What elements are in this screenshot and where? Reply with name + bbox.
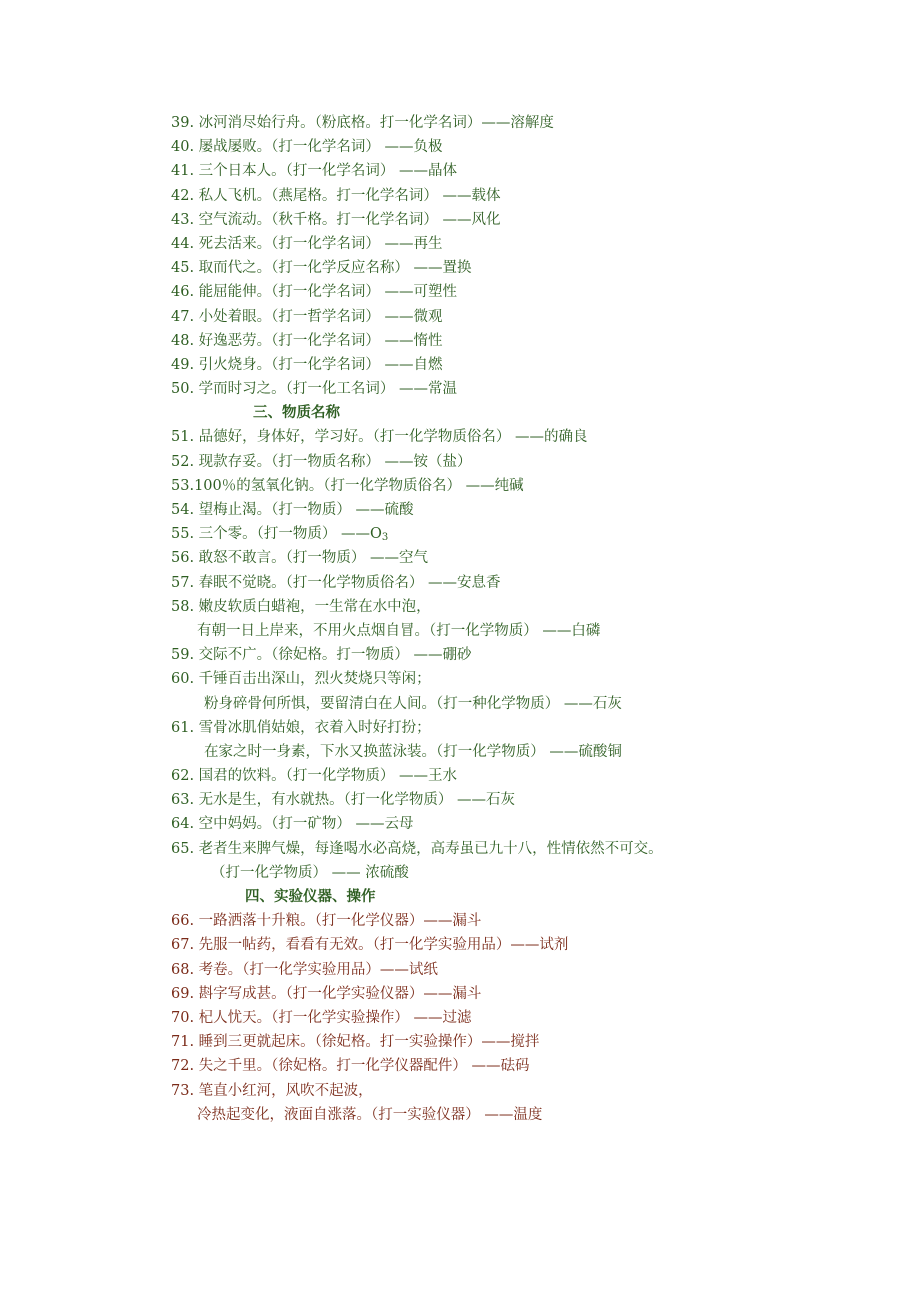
riddle-number: 46. (171, 284, 195, 301)
riddle-45 (171, 256, 900, 280)
riddle-text: 取而代之。（打一化学反应名称） ——置换 (198, 260, 472, 277)
riddle-66 (171, 909, 900, 933)
riddle-text: 现款存妥。（打一物质名称） ——铵（盐） (198, 453, 472, 470)
riddle-41 (171, 159, 900, 183)
riddle-number: 54. (171, 502, 195, 518)
riddle-text: 先服一帖药，看看有无效。（打一化学实验用品）——试剂 (198, 937, 569, 954)
riddle-46 (171, 280, 900, 304)
riddle-58-continuation: 有朝一日上岸来，不用火点烟自冒。（打一化学物质） ——白磷 (197, 622, 601, 639)
riddle-text: 空中妈妈。（打一矿物） ——云母 (198, 816, 414, 833)
riddle-48 (171, 329, 900, 353)
riddle-number: 69. (171, 985, 195, 1002)
riddle-62 (171, 764, 900, 788)
riddle-55 (171, 522, 900, 546)
riddle-text: 三个日本人。（打一化学名词） ——晶体 (198, 163, 458, 180)
riddle-63 (171, 788, 900, 812)
riddle-number: 40. (171, 139, 195, 156)
riddle-number: 72. (171, 1058, 195, 1075)
riddle-text: 100％的氢氧化钠。（打一化学物质俗名） ——纯碱 (194, 477, 524, 494)
riddle-number: 56. (171, 550, 195, 567)
riddle-61 (171, 716, 900, 740)
riddle-number: 44. (171, 235, 195, 252)
riddle-39 (171, 111, 900, 135)
riddle-text: 望梅止渴。（打一物质） ——硫酸 (198, 502, 414, 518)
riddle-text: 千锤百击出深山，烈火焚烧只等闲； (198, 671, 431, 688)
riddle-65-continuation: （打一化学物质） —— 浓硫酸 (211, 864, 409, 881)
riddle-text: 冰河消尽始行舟。（粉底格。打一化学名词）——溶解度 (198, 115, 554, 131)
riddle-number: 45. (171, 260, 195, 277)
riddle-61-continuation: 在家之时一身素，下水又换蓝泳装。（打一化学物质） ——硫酸铜 (204, 743, 622, 760)
riddle-57 (171, 571, 900, 595)
riddle-list (171, 111, 900, 1127)
riddle-number: 42. (171, 187, 195, 204)
riddle-53 (171, 474, 900, 498)
subscript: 3 (381, 532, 389, 544)
riddle-56 (171, 546, 900, 570)
riddle-number: 58. (171, 598, 195, 615)
riddle-58 (171, 595, 900, 619)
riddle-50 (171, 377, 900, 401)
riddle-64 (171, 812, 900, 836)
riddle-68 (171, 958, 900, 982)
riddle-70 (171, 1006, 900, 1030)
riddle-number: 64. (171, 816, 195, 833)
riddle-42 (171, 184, 900, 208)
riddle-number: 66. (171, 913, 195, 930)
riddle-number: 53. (171, 477, 195, 494)
riddle-number: 55. (171, 526, 195, 543)
riddle-text: 杞人忧天。（打一化学实验操作） ——过滤 (198, 1009, 472, 1026)
riddle-number: 67. (171, 937, 195, 954)
riddle-number: 60. (171, 671, 195, 688)
riddle-number: 59. (171, 647, 195, 664)
riddle-65 (171, 837, 900, 861)
riddle-44 (171, 232, 900, 256)
riddle-72 (171, 1054, 900, 1078)
riddle-text: 小处着眼。（打一哲学名词） ——微观 (198, 308, 443, 325)
riddle-number: 61. (171, 719, 195, 736)
riddle-text: 笔直小红河，风吹不起波， (198, 1082, 373, 1099)
riddle-number: 65. (171, 840, 195, 857)
riddle-text: 老者生来脾气燥，每逢喝水必高烧，高寿虽已九十八，性情依然不可交。 (198, 840, 663, 857)
riddle-text: 能屈能伸。（打一化学名词） ——可塑性 (198, 284, 458, 301)
riddle-69 (171, 982, 900, 1006)
riddle-73 (171, 1079, 900, 1103)
riddle-71 (171, 1030, 900, 1054)
riddle-number: 39. (171, 115, 195, 131)
riddle-number: 62. (171, 768, 195, 785)
riddle-43 (171, 208, 900, 232)
riddle-49 (171, 353, 900, 377)
riddle-number: 70. (171, 1009, 195, 1026)
riddle-text: 三个零。（打一物质） ——O (198, 526, 382, 543)
riddle-text: 敢怒不敢言。（打一物质） ——空气 (198, 550, 429, 567)
riddle-number: 71. (171, 1034, 195, 1051)
riddle-text: 品德好，身体好，学习好。（打一化学物质俗名） ——的确良 (198, 429, 588, 446)
riddle-text: 睡到三更就起床。（徐妃格。打一实验操作）——搅拌 (198, 1034, 540, 1051)
riddle-text: 引火烧身。（打一化学名词） ——自燃 (198, 356, 443, 373)
riddle-text: 无水是生，有水就热。（打一化学物质） ——石灰 (198, 792, 516, 809)
riddle-number: 57. (171, 574, 195, 591)
riddle-54 (171, 498, 900, 522)
riddle-text: 嫩皮软质白蜡袍，一生常在水中泡， (198, 598, 431, 615)
riddle-text: 交际不广。（徐妃格。打一物质） ——硼砂 (198, 647, 472, 664)
riddle-67 (171, 933, 900, 957)
riddle-59 (171, 643, 900, 667)
riddle-text: 好逸恶劳。（打一化学名词） ——惰性 (198, 332, 443, 349)
riddle-number: 52. (171, 453, 195, 470)
riddle-text: 失之千里。（徐妃格。打一化学仪器配件） ——砝码 (198, 1058, 530, 1075)
riddle-text: 考卷。（打一化学实验用品）——试纸 (198, 961, 438, 978)
riddle-number: 63. (171, 792, 195, 809)
riddle-number: 47. (171, 308, 195, 325)
riddle-text: 斟字写成甚。（打一化学实验仪器）——漏斗 (198, 985, 482, 1002)
riddle-47 (171, 305, 900, 329)
riddle-60-continuation: 粉身碎骨何所惧，要留清白在人间。（打一种化学物质） ——石灰 (204, 695, 622, 712)
riddle-number: 51. (171, 429, 195, 446)
riddle-number: 73. (171, 1082, 195, 1099)
riddle-number: 50. (171, 381, 195, 398)
riddle-text: 空气流动。（秋千格。打一化学名词） ——风化 (198, 211, 501, 228)
riddle-52 (171, 450, 900, 474)
riddle-number: 43. (171, 211, 195, 228)
riddle-text: 学而时习之。（打一化工名词） ——常温 (198, 381, 458, 398)
riddle-text: 死去活来。（打一化学名词） ——再生 (198, 235, 443, 252)
riddle-number: 41. (171, 163, 195, 180)
riddle-text: 一路洒落十升粮。（打一化学仪器）——漏斗 (198, 913, 482, 930)
riddle-number: 48. (171, 332, 195, 349)
riddle-text: 屡战屡败。（打一化学名词） ——负极 (198, 139, 443, 156)
riddle-number: 68. (171, 961, 195, 978)
riddle-text: 私人飞机。（燕尾格。打一化学名词） ——载体 (198, 187, 501, 204)
riddle-number: 49. (171, 356, 195, 373)
riddle-51 (171, 425, 900, 449)
section-heading-lab-instruments: 四、实验仪器、操作 (245, 888, 376, 905)
riddle-40 (171, 135, 900, 159)
riddle-60 (171, 667, 900, 691)
riddle-text: 春眠不觉晓。（打一化学物质俗名） ——安息香 (198, 574, 501, 591)
section-heading-substance-names: 三、物质名称 (253, 404, 340, 422)
riddle-text: 雪骨冰肌俏姑娘，衣着入时好打扮； (198, 719, 431, 736)
riddle-73-continuation: 冷热起变化，液面自涨落。（打一实验仪器） ——温度 (197, 1106, 543, 1123)
riddle-text: 国君的饮料。（打一化学物质） ——王水 (198, 768, 458, 785)
